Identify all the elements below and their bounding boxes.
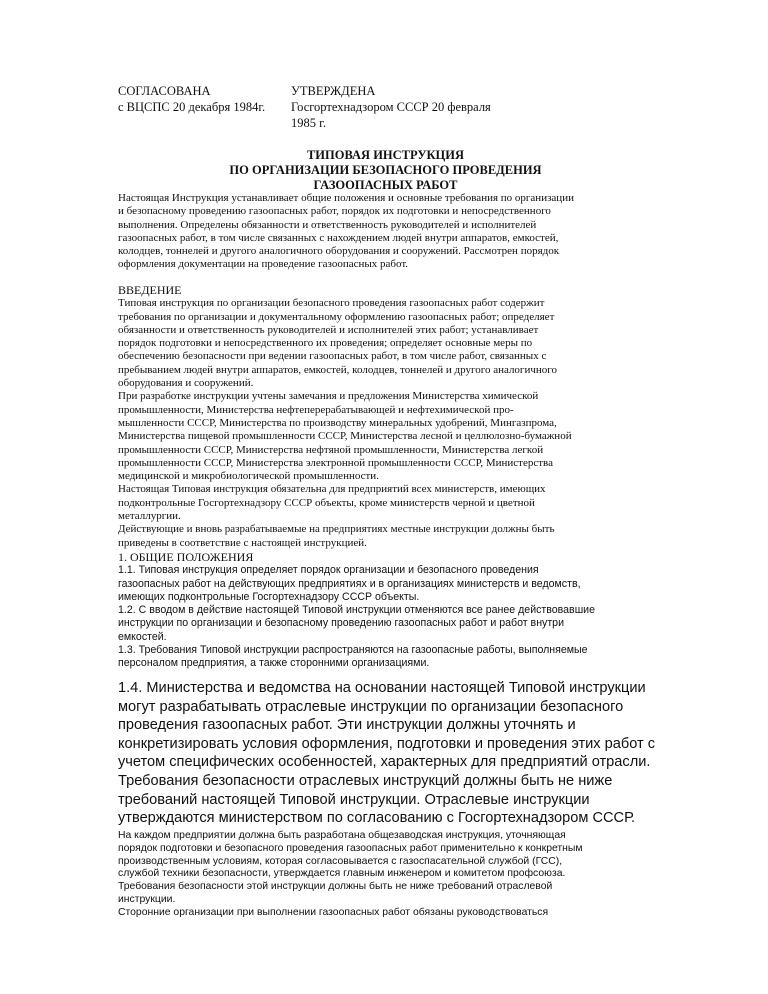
section-introduction — [118, 284, 664, 550]
text-line: емкостей. — [118, 630, 167, 643]
text-line: промышленности СССР, Министерства нефтяной промышленности, Министерства легкой — [118, 443, 544, 456]
text-line: и безопасному проведению газоопасных работ, порядок их подготовки и непосредственного — [118, 205, 551, 218]
text-line: колодцев, тоннелей и другого аналогичного оборудования и сооружений. Рассмотрен порядок — [118, 245, 560, 258]
text-line: 1.1. Типовая инструкция определяет порядок организации и безопасного проведения — [118, 564, 539, 577]
text-line: 1.3. Требования Типовой инструкции распространяются на газоопасные работы, выполняемые — [118, 644, 588, 657]
text-line: Министерства пищевой промышленности СССР, Министерства лесной и целлюлозно-бумажной — [118, 430, 572, 443]
text-line: инструкции. — [118, 893, 176, 905]
section-general-provisions — [118, 551, 664, 671]
text-line: порядок подготовки и непосредственного их проведения; определяет основные меры по — [118, 337, 533, 350]
agreed-label: СОГЛАСОВАНА — [118, 84, 211, 98]
approved-detail: Госгортехнадзором СССР 20 февраля — [291, 100, 491, 114]
text-line: На каждом предприятии должна быть разработана общезаводская инструкция, уточняющая — [118, 830, 566, 841]
agreed-detail: с ВЦСПС 20 декабря 1984г. — [118, 100, 266, 114]
text-line: промышленности СССР, Министерства электронной промышленности СССР, Министерства — [118, 456, 553, 469]
text-line: обязанности и ответственность руководителей и исполнителей этих работ; устанавливает — [118, 323, 539, 336]
approval-block-agreed — [118, 83, 278, 115]
text-line: подконтрольные Госгортехнадзору СССР объекты, кроме министерств черной и цветной — [118, 496, 535, 509]
text-line: Требования безопасности этой инструкции должны быть не ниже требований отраслевой — [118, 881, 553, 893]
text-line: порядок подготовки и безопасного проведения газоопасных работ применительно к конкретным — [118, 842, 583, 854]
text-line: Сторонние организации при выполнении газоопасных работ обязаны руководствоваться — [118, 906, 549, 918]
text-line: оформления документации на проведение газоопасных работ. — [118, 258, 409, 271]
text-line: имеющих подконтрольные Госгортехнадзору СССР объекты. — [118, 590, 420, 603]
text-line: конкретизировать условия оформления, подготовки и проведения этих работ с — [118, 735, 656, 752]
text-line: проведения газоопасных работ. Эти инструкции должны уточнять и — [118, 717, 576, 734]
text-line: утверждаются министерством по согласованию с Госгортехнадзором СССР. — [118, 810, 636, 827]
enterprise-instruction-paragraph — [118, 830, 664, 920]
text-line: Типовая инструкция по организации безопасного проведения газоопасных работ содержит — [118, 297, 545, 310]
text-line: 1.2. С вводом в действие настоящей Типовой инструкции отменяются все ранее действовавшие — [118, 604, 595, 617]
text-line: металлургии. — [118, 510, 181, 523]
approved-label: УТВЕРЖДЕНА — [291, 84, 376, 98]
title-line: ПО ОРГАНИЗАЦИИ БЕЗОПАСНОГО ПРОВЕДЕНИЯ — [229, 163, 542, 177]
text-line: инструкции по организации и безопасному проведению газоопасных работ и работ внутри — [118, 617, 564, 630]
section-heading: ВВЕДЕНИЕ — [118, 283, 182, 297]
text-line: производственным условиям, которая согласовывается с газоспасательной службой (ГСС), — [118, 855, 563, 867]
text-line: газоопасных работ, в том числе связанных с нахождением людей внутри аппаратов, емкостей, — [118, 231, 559, 244]
text-line: приведены в соответствие с настоящей инструкцией. — [118, 536, 367, 549]
text-line: могут разрабатывать отраслевые инструкции по организации безопасного — [118, 698, 624, 715]
text-line: персоналом предприятия, а также сторонними организациями. — [118, 657, 430, 670]
text-line: мышленности СССР, Министерства по производству минеральных удобрений, Мингазпрома, — [118, 416, 557, 429]
text-line: требований настоящей Типовой инструкции. Отраслевые инструкции — [118, 791, 590, 808]
text-line: службой техники безопасности, утверждается главным инженером и комитетом профсоюза. — [118, 868, 566, 880]
text-line: учетом специфических особенностей, характерных для предприятий отрасли. — [118, 754, 651, 771]
text-line: оборудования и сооружений. — [118, 377, 254, 390]
intro-paragraph — [118, 192, 664, 272]
text-line: Действующие и вновь разрабатываемые на предприятиях местные инструкции должны быть — [118, 523, 555, 536]
text-line: газоопасных работ на действующих предприятиях и в организациях министерств и ведомств, — [118, 577, 581, 590]
text-line: пребыванием людей внутри аппаратов, емкостей, колодцев, тоннелей и другого аналогичного — [118, 363, 557, 376]
text-line: требования по организации и документальному оформлению газоопасных работ; определяет — [118, 310, 555, 323]
text-line: медицинской и микробиологической промышленности. — [118, 470, 379, 483]
clause-1-4 — [118, 679, 664, 828]
text-line: обеспечению безопасности при ведении газоопасных работ, в том числе работ, связанных с — [118, 350, 547, 363]
approval-block-approved — [291, 83, 531, 131]
text-line: При разработке инструкции учтены замечания и предложения Министерства химической — [118, 390, 539, 403]
section-heading: 1. ОБЩИЕ ПОЛОЖЕНИЯ — [118, 550, 254, 564]
text-line: Настоящая Инструкция устанавливает общие положения и основные требования по организации — [118, 192, 574, 204]
approved-year: 1985 г. — [291, 116, 326, 130]
document-title — [118, 148, 653, 193]
text-line: промышленности, Министерства нефтеперерабатывающей и нефтехимической про- — [118, 403, 514, 416]
title-line: ГАЗООПАСНЫХ РАБОТ — [313, 178, 458, 192]
text-line: Настоящая Типовая инструкция обязательна для предприятий всех министерств, имеющих — [118, 483, 546, 496]
text-line: выполнения. Определены обязанности и ответственность руководителей и исполнителей — [118, 218, 537, 231]
title-line: ТИПОВАЯ ИНСТРУКЦИЯ — [306, 148, 465, 162]
text-line: Требования безопасности отраслевых инструкций должны быть не ниже — [118, 772, 613, 789]
text-line: 1.4. Министерства и ведомства на основании настоящей Типовой инструкции — [118, 680, 646, 696]
